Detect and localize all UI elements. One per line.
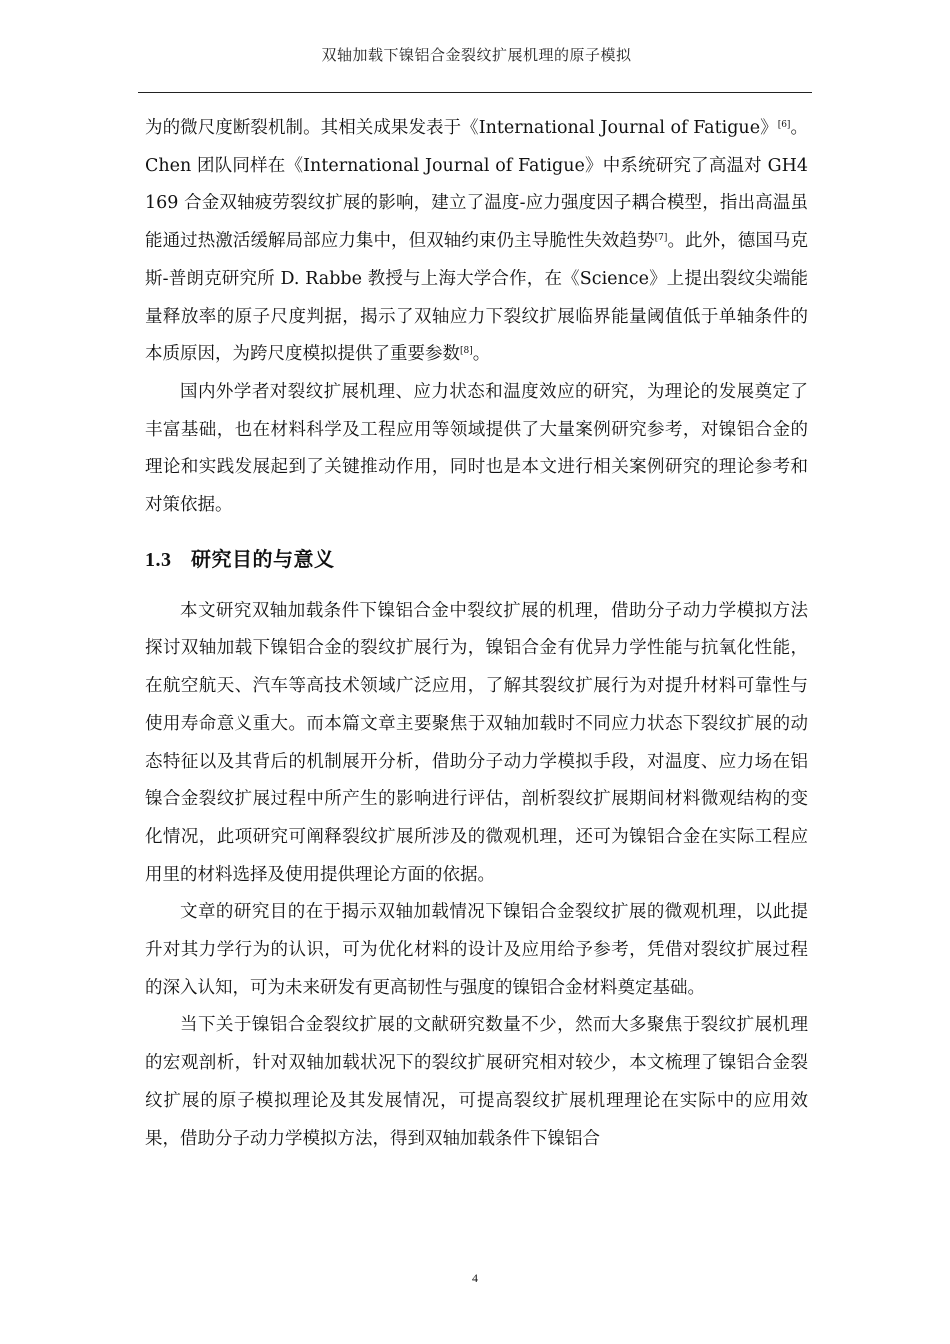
- header-divider: [138, 92, 812, 93]
- document-body: [145, 110, 808, 1158]
- section-heading: [145, 525, 808, 593]
- citation-ref[interactable]: [7]: [654, 233, 668, 244]
- paragraph: 国内外学者对裂纹扩展机理、应力状态和温度效应的研究，为理论的发展奠定了丰富基础，也在材料科学及工程应用等领域提供了大量案例研究参考，对镍铝合金的理论和实践发展起到了关键推动作用，同时也是本文进行相关案例研究的理论参考和对策依据。: [145, 381, 808, 516]
- page-number: 4: [472, 1271, 478, 1285]
- section-number: 1.3: [145, 548, 172, 571]
- paragraph: 当下关于镍铝合金裂纹扩展的文献研究数量不少，然而大多聚焦于裂纹扩展机理的宏观剖析，针对双轴加载状况下的裂纹扩展研究相对较少，本文梳理了镍铝合金裂纹扩展的原子模拟理论及其发展情况，可提高裂纹扩展机理理论在实际中的应用效果，借助分子动力学模拟方法，得到双轴加载条件下镍铝合: [145, 1015, 808, 1149]
- section-title: 研究目的与意义: [191, 546, 335, 571]
- paragraph-text: 。此外，德国马克斯-普朗克研究所 D. Rabbe 教授与上海大学合作，在《Science》上提出裂纹尖端能量释放率的原子尺度判据，揭示了双轴应力下裂纹扩展临界能量阈值低于单轴条件的本质原因，为跨尺度模拟提供了重要参数: [145, 231, 809, 365]
- running-header: 双轴加载下镍铝合金裂纹扩展机理的原子模拟: [321, 46, 632, 64]
- paragraph: 本文研究双轴加载条件下镍铝合金中裂纹扩展的机理，借助分子动力学模拟方法探讨双轴加载下镍铝合金的裂纹扩展行为，镍铝合金有优异力学性能与抗氧化性能，在航空航天、汽车等高技术领域广泛应用，了解其裂纹扩展行为对提升材料可靠性与使用寿命意义重大。而本篇文章主要聚焦于双轴加载时不同应力状态下裂纹扩展的动态特征以及其背后的机制展开分析，借助分子动力学模拟手段，对温度、应力场在铝镍合金裂纹扩展过程中所产生的影响进行评估，剖析裂纹扩展期间材料微观结构的变化情况，此项研究可阐释裂纹扩展所涉及的微观机理，还可为镍铝合金在实际工程应用里的材料选择及使用提供理论方面的依据。: [145, 600, 808, 885]
- paragraph-text: 。Chen 团队同样在《International Journal of Fatigue》中系统研究了高温对 GH4169 合金双轴疲劳裂纹扩展的影响，建立了温度-应力强度因子耦合模型，指出高温虽能通过热激活缓解局部应力集中，但双轴约束仍主导脆性失效趋势: [145, 118, 809, 252]
- paragraph-text: 。: [472, 344, 491, 365]
- citation-ref[interactable]: [6]: [777, 120, 791, 131]
- paragraph-text: 为的微尺度断裂机制。其相关成果发表于《International Journal of Fatigue》: [145, 118, 778, 138]
- citation-ref[interactable]: [8]: [460, 346, 473, 357]
- paragraph-continued: [145, 110, 808, 374]
- paragraph: 文章的研究目的在于揭示双轴加载情况下镍铝合金裂纹扩展的微观机理，以此提升对其力学行为的认识，可为优化材料的设计及应用给予参考，凭借对裂纹扩展过程的深入认知，可为未来研发有更高韧性与强度的镍铝合金材料奠定基础。: [145, 902, 808, 998]
